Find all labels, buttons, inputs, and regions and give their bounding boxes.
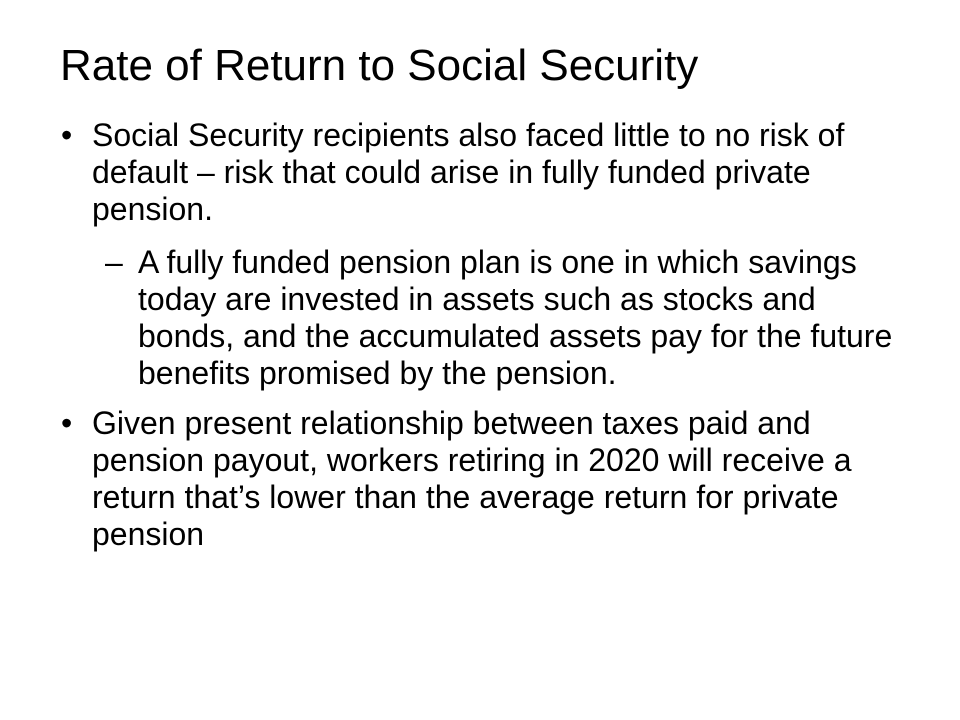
bullet-marker: • [61, 117, 73, 153]
bullet-item-default-risk [0, 117, 904, 228]
bullet-text: Given present relationship between taxes paid and pension payout, workers retiring in 2020 will receive a return that’s lower than the average return for private pension [92, 405, 852, 552]
bullet-marker: • [61, 405, 73, 441]
sub-bullet-marker: – [105, 244, 123, 280]
slide-content [0, 117, 960, 553]
slide-title: Rate of Return to Social Security [60, 41, 699, 90]
sub-bullet-text: A fully funded pension plan is one in which savings today are invested in assets such as stocks and bonds, and the accumulated assets pay for the future benefits promised by the pension. [138, 244, 893, 391]
bullet-text: Social Security recipients also faced little to no risk of default – risk that could arise in fully funded private pension. [92, 117, 845, 227]
sub-bullet-item-fully-funded-definition [0, 244, 898, 392]
bullet-item-return-comparison [0, 405, 904, 553]
